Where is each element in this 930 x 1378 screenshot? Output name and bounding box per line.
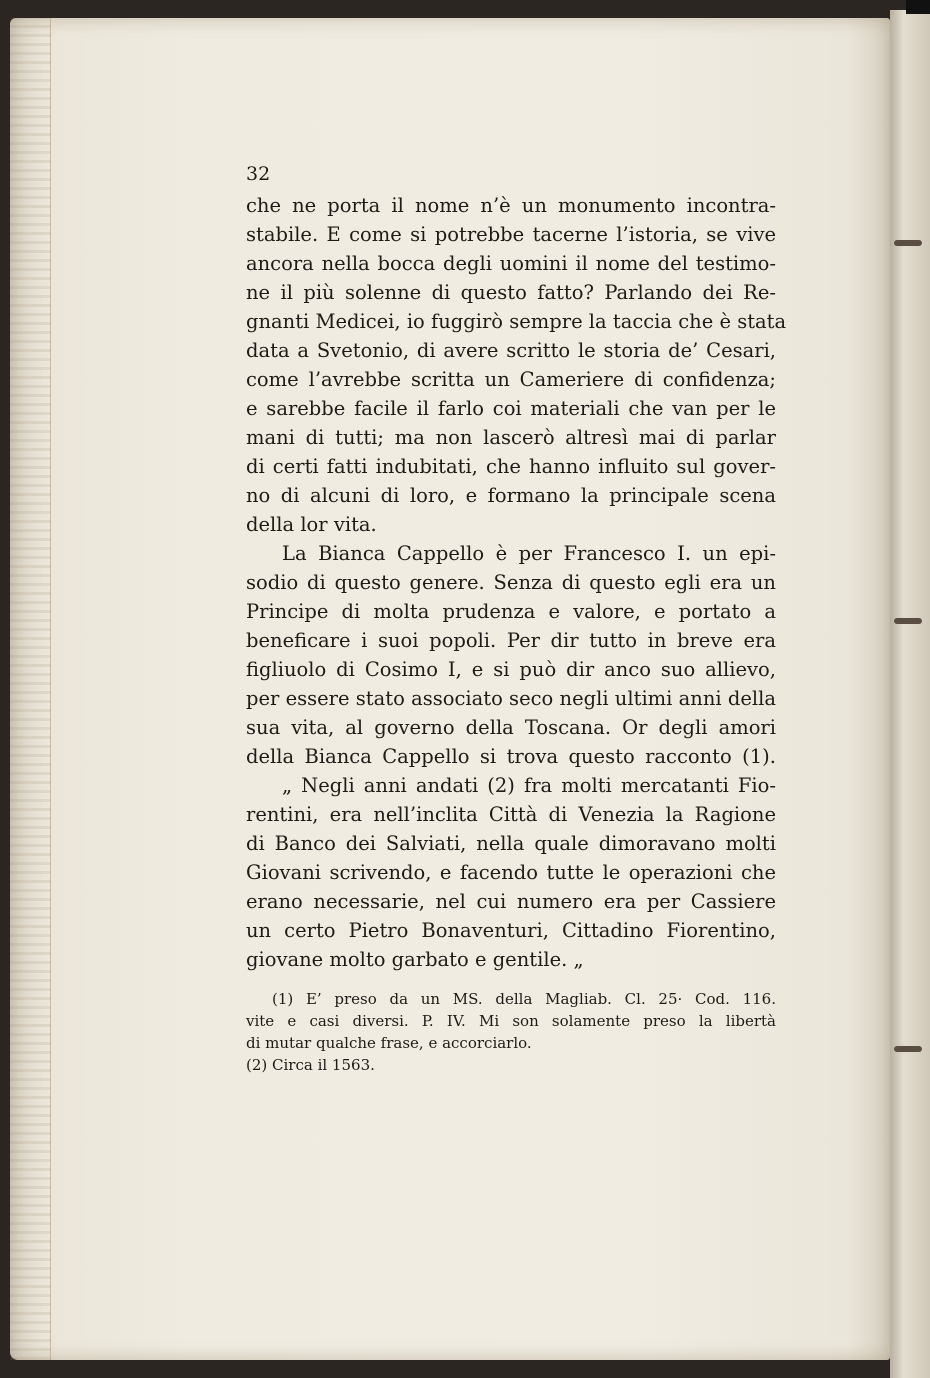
text-line: Principe di molta prudenza e valore, e portato a	[246, 600, 776, 623]
text-line: gnanti Medicei, io fuggirò sempre la taccia che è stata	[246, 310, 787, 333]
footnotes	[246, 988, 776, 1076]
text-line: sua vita, al governo della Toscana. Or degli amori	[246, 716, 776, 739]
footnote-line: di mutar qualche frase, e accorciarlo.	[246, 1034, 532, 1052]
text-line: giovane molto garbato e gentile. „	[246, 948, 584, 971]
text-line: di certi fatti indubitati, che hanno influito sul gover-	[246, 455, 776, 478]
page-deckle-edge	[10, 18, 51, 1360]
text-line: della Bianca Cappello si trova questo racconto (1).	[246, 745, 776, 768]
text-line: di Banco dei Salviati, nella quale dimoravano molti	[246, 832, 776, 855]
text-line: sodio di questo genere. Senza di questo egli era un	[246, 571, 776, 594]
text-line: mani di tutti; ma non lascerò altresì mai di parlar	[246, 426, 776, 449]
footnote-line: (2) Circa il 1563.	[246, 1056, 375, 1074]
footnote-line: (1) E’ preso da un MS. della Magliab. Cl. 25· Cod. 116.	[272, 990, 776, 1008]
binding-stitch	[894, 1046, 922, 1052]
text-line: come l’avrebbe scritta un Cameriere di confidenza;	[246, 368, 776, 391]
binding-stitch	[894, 618, 922, 624]
scan-corner-mark	[906, 0, 930, 14]
footnote-line: vite e casi diversi. P. IV. Mi son solamente preso la libertà	[246, 1012, 776, 1030]
paragraph-2	[246, 539, 776, 771]
text-line: un certo Pietro Bonaventuri, Cittadino Fiorentino,	[246, 919, 776, 942]
text-line: erano necessarie, nel cui numero era per Cassiere	[246, 890, 776, 913]
text-line: Giovani scrivendo, e facendo tutte le operazioni che	[246, 861, 776, 884]
text-line: per essere stato associato seco negli ultimi anni della	[246, 687, 776, 710]
paragraph-3	[246, 771, 776, 974]
text-line: che ne porta il nome n’è un monumento incontra-	[246, 194, 776, 217]
text-line: della lor vita.	[246, 513, 377, 536]
book-spine	[890, 10, 930, 1378]
paragraph-1	[246, 191, 787, 539]
page-number: 32	[246, 163, 271, 185]
text-line: „ Negli anni andati (2) fra molti mercatanti Fio-	[282, 774, 776, 797]
text-line: no di alcuni di loro, e formano la principale scena	[246, 484, 776, 507]
text-line: ne il più solenne di questo fatto? Parlando dei Re-	[246, 281, 776, 304]
text-line: beneficare i suoi popoli. Per dir tutto in breve era	[246, 629, 776, 652]
binding-stitch	[894, 240, 922, 246]
text-line: ancora nella bocca degli uomini il nome del testimo-	[246, 252, 776, 275]
main-text-block	[246, 160, 787, 974]
footnote-1	[246, 988, 776, 1054]
footnote-2	[246, 1054, 776, 1076]
text-line: rentini, era nell’inclita Città di Venezia la Ragione	[246, 803, 776, 826]
text-line: La Bianca Cappello è per Francesco I. un epi-	[282, 542, 776, 565]
text-line: stabile. E come si potrebbe tacerne l’istoria, se vive	[246, 223, 776, 246]
text-line: data a Svetonio, di avere scritto le storia de’ Cesari,	[246, 339, 776, 362]
text-line: e sarebbe facile il farlo coi materiali che van per le	[246, 397, 776, 420]
text-line: figliuolo di Cosimo I, e si può dir anco suo allievo,	[246, 658, 776, 681]
